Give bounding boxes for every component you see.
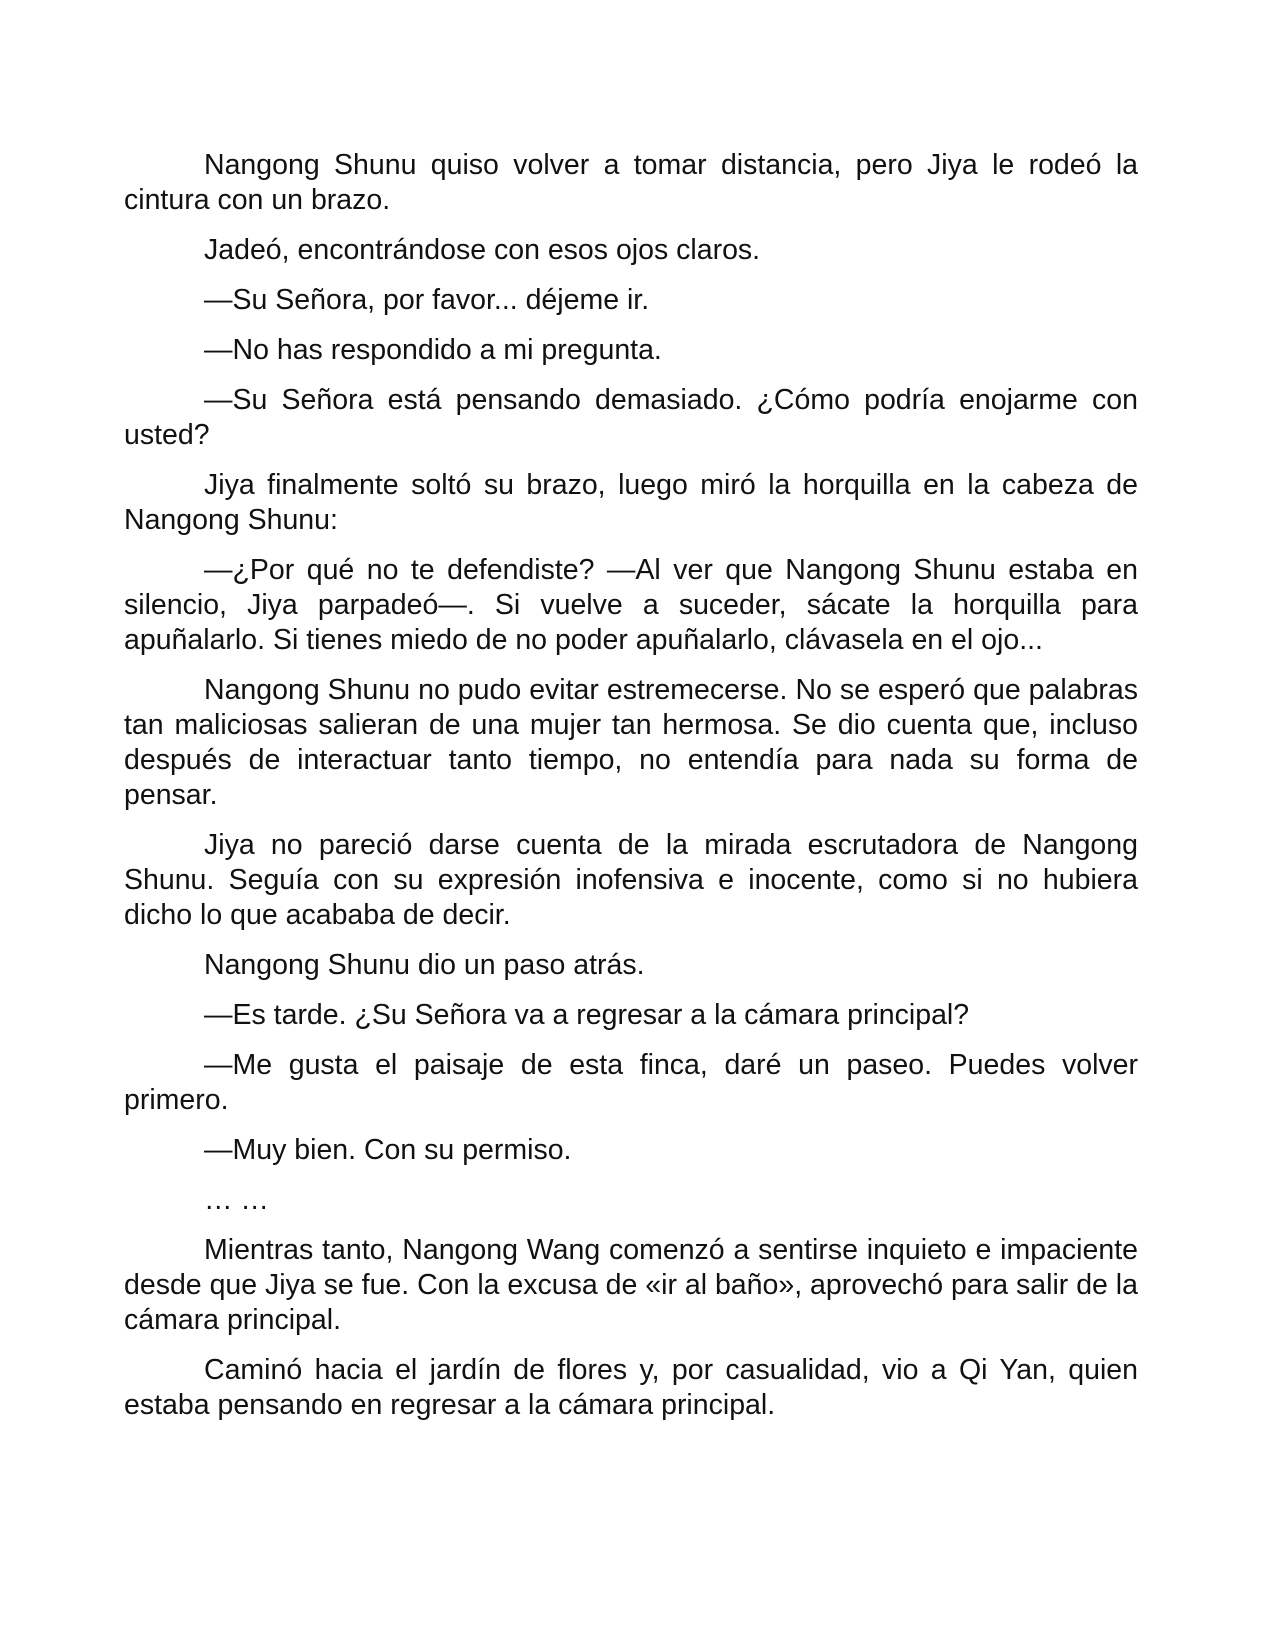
paragraph-3: —Su Señora, por favor... déjeme ir. [204, 284, 650, 316]
paragraph-11: —Es tarde. ¿Su Señora va a regresar a la cámara principal? [204, 999, 970, 1031]
paragraph-15: Caminó hacia el jardín de flores y, por casualidad, vio a Qi Yan, quien estaba pensando en regresar a la cámara principal. [124, 1354, 1138, 1421]
paragraph-6: Jiya finalmente soltó su brazo, luego miró la horquilla en la cabeza de Nangong Shunu: [124, 469, 1138, 536]
paragraph-14: Mientras tanto, Nangong Wang comenzó a sentirse inquieto e impaciente desde que Jiya se fue. Con la excusa de «ir al baño», aprovechó para salir de la cámara principal. [124, 1234, 1138, 1336]
paragraph-5: —Su Señora está pensando demasiado. ¿Cómo podría enojarme con usted? [124, 384, 1138, 451]
paragraph-12: —Me gusta el paisaje de esta finca, daré un paseo. Puedes volver primero. [124, 1049, 1138, 1116]
paragraph-9: Jiya no pareció darse cuenta de la mirada escrutadora de Nangong Shunu. Seguía con su expresión inofensiva e inocente, como si no hubiera dicho lo que acababa de decir. [124, 829, 1138, 931]
paragraph-4: —No has respondido a mi pregunta. [204, 334, 662, 366]
paragraph-10: Nangong Shunu dio un paso atrás. [204, 949, 645, 981]
scene-break: … … [204, 1184, 269, 1216]
paragraph-7: —¿Por qué no te defendiste? —Al ver que Nangong Shunu estaba en silencio, Jiya parpadeó—. Si vuelve a suceder, sácate la horquilla para apuñalarlo. Si tienes miedo de no poder apuñalarlo, clávasela en el ojo... [124, 554, 1138, 656]
paragraph-1: Nangong Shunu quiso volver a tomar distancia, pero Jiya le rodeó la cintura con un brazo. [124, 149, 1138, 216]
document-body [124, 148, 1138, 1438]
paragraph-13: —Muy bien. Con su permiso. [204, 1134, 572, 1166]
paragraph-8: Nangong Shunu no pudo evitar estremecerse. No se esperó que palabras tan maliciosas salieran de una mujer tan hermosa. Se dio cuenta que, incluso después de interactuar tanto tiempo, no entendía para nada su forma de pensar. [124, 674, 1138, 811]
paragraph-2: Jadeó, encontrándose con esos ojos claros. [204, 234, 761, 266]
